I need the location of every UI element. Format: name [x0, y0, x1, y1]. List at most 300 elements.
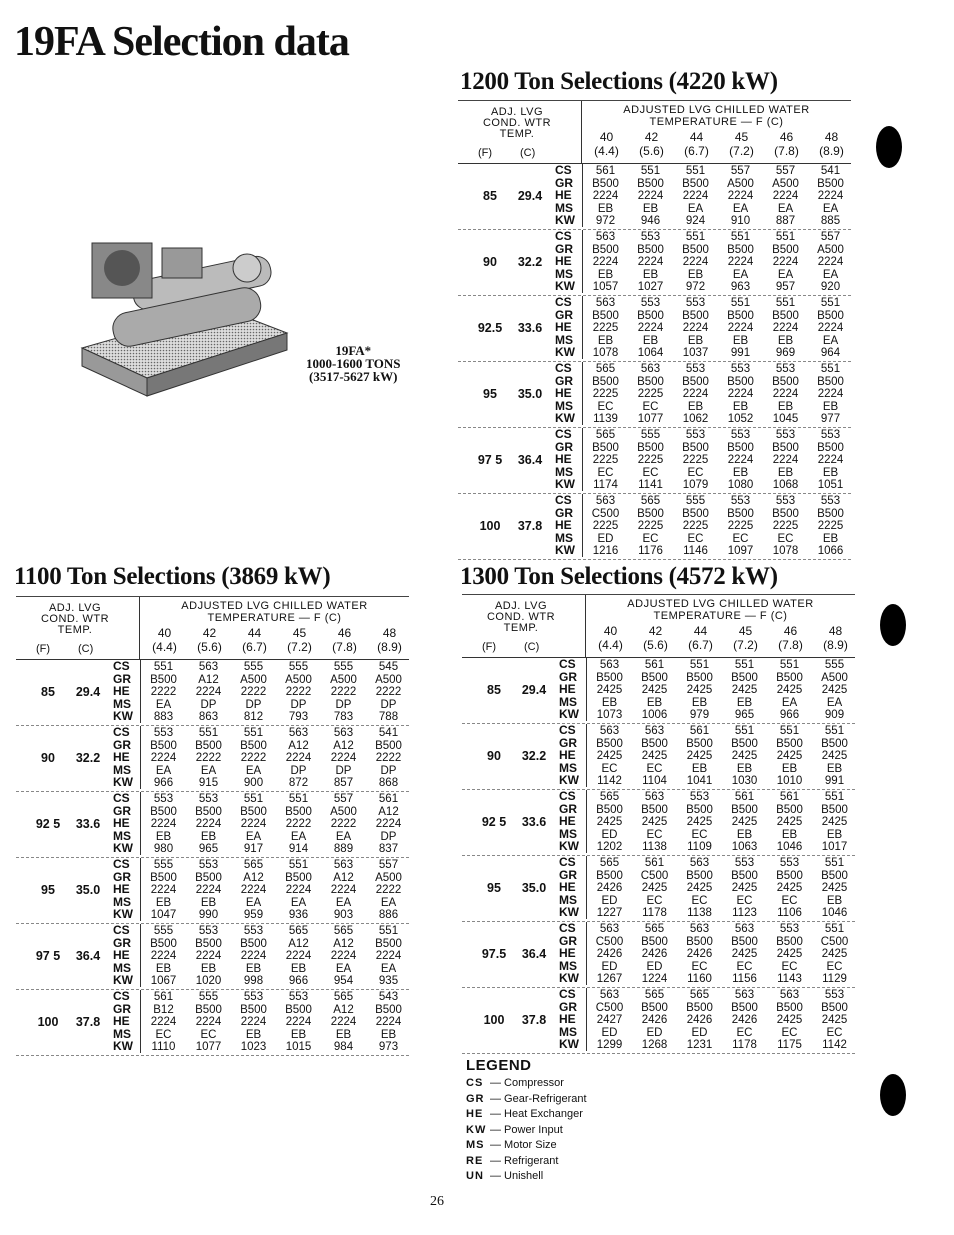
- temp-column-head: [768, 624, 813, 652]
- table-cell: 565: [599, 791, 620, 803]
- table-cell: 2224: [330, 950, 357, 962]
- table-cell: 1063: [731, 841, 758, 853]
- cond-temp-block: [16, 990, 409, 1056]
- table-cell: A500: [817, 243, 844, 256]
- temp-c: (4.4): [594, 144, 619, 158]
- table-cell: 555: [243, 661, 264, 673]
- table-cell: 915: [198, 777, 219, 789]
- cond-temp-c: 36.4: [75, 949, 101, 963]
- table-row: [587, 671, 855, 684]
- temp-column-head: [723, 624, 768, 652]
- table-cell: 551: [243, 793, 264, 805]
- table-cell: ED: [597, 532, 614, 545]
- table-cell: 1138: [687, 907, 712, 919]
- table-cell: 557: [378, 859, 399, 871]
- table-cell: DP: [380, 698, 397, 711]
- table-cell: 551: [378, 925, 399, 937]
- temp-c: (6.7): [688, 638, 713, 652]
- cond-temp-f: 90: [41, 751, 55, 765]
- table-cell: 553: [243, 925, 264, 937]
- table-cell: 2224: [817, 454, 844, 466]
- table-cell: 1015: [285, 1041, 312, 1053]
- temp-f: 44: [689, 130, 704, 144]
- cond-temp-f: 100: [483, 1013, 505, 1027]
- table-cell: 553: [775, 363, 796, 375]
- table-cell: 563: [595, 231, 616, 243]
- table-cell: 2224: [682, 388, 709, 400]
- table-cell: 2425: [821, 750, 848, 762]
- row-labels: [110, 660, 136, 723]
- row-label: HE: [555, 518, 572, 532]
- table-cell: DP: [335, 764, 352, 777]
- legend-text: — Power Input: [490, 1123, 563, 1136]
- row-label: MS: [113, 894, 131, 909]
- row-labels: [552, 296, 578, 359]
- cond-temp-c: 37.8: [517, 519, 543, 533]
- table-cell: 551: [824, 725, 845, 737]
- table-cell: B500: [596, 803, 623, 816]
- row-label: MS: [113, 696, 131, 711]
- table-cell: B500: [641, 737, 668, 750]
- row-label: CS: [113, 923, 130, 937]
- table-cell: 910: [730, 215, 751, 227]
- f-label: (F): [478, 147, 493, 159]
- row-label: HE: [559, 814, 576, 828]
- temp-column-head: [588, 624, 633, 652]
- temp-f: 46: [779, 130, 794, 144]
- table-cell: 1077: [195, 1041, 222, 1053]
- table-cell: 2225: [637, 520, 664, 532]
- row-label: CS: [555, 427, 572, 441]
- table-cell: 557: [775, 165, 796, 177]
- table-cell: 543: [378, 991, 399, 1003]
- table-row: [583, 494, 851, 507]
- table-row: [587, 803, 855, 816]
- table-row: [583, 214, 851, 227]
- legend-code: CS: [466, 1077, 484, 1089]
- table-cell: 2425: [686, 816, 713, 828]
- table-cell: 1142: [597, 775, 622, 787]
- table-cell: ED: [646, 960, 663, 973]
- cond-temp-block: [462, 856, 855, 922]
- table-row: [587, 947, 855, 960]
- table-cell: EA: [155, 764, 172, 777]
- table-row: [587, 894, 855, 907]
- cond-temp-block: [458, 362, 851, 428]
- table-cell: EC: [642, 532, 659, 545]
- table-cell: B500: [686, 869, 713, 882]
- row-label: MS: [559, 958, 577, 973]
- table-cell: B500: [682, 375, 709, 388]
- table-cell: 551: [779, 659, 800, 671]
- row-label: MS: [559, 892, 577, 907]
- table-cell: 2222: [375, 752, 402, 764]
- row-label: CS: [555, 229, 572, 243]
- chill-line1: ADJUSTED LVG CHILLED WATER: [627, 598, 814, 610]
- cond-temp-block: [16, 660, 409, 726]
- table-cell: EB: [781, 828, 798, 841]
- table-cell: 2224: [285, 752, 312, 764]
- row-label: CS: [555, 295, 572, 309]
- table-cell: 2425: [686, 882, 713, 894]
- row-label: GR: [559, 867, 577, 882]
- table-cell: EC: [826, 1026, 843, 1039]
- temp-c: (7.8): [332, 640, 357, 654]
- table-cell: B500: [596, 737, 623, 750]
- table-cell: 1160: [687, 973, 712, 985]
- table-cell: 551: [820, 297, 841, 309]
- table-row: [583, 428, 851, 441]
- table-cell: 1227: [596, 907, 623, 919]
- table-cell: B500: [596, 671, 623, 684]
- temp-f: 48: [382, 626, 397, 640]
- table-cell: 1231: [686, 1039, 713, 1051]
- table-cell: 980: [153, 843, 174, 855]
- table-cell: 2224: [772, 388, 799, 400]
- table-cell: 563: [599, 659, 620, 671]
- table-cell: EC: [200, 1028, 217, 1041]
- table-cell: 565: [595, 429, 616, 441]
- table-cell: 2426: [686, 948, 713, 960]
- row-label: MS: [555, 530, 573, 545]
- temp-f: 44: [247, 626, 262, 640]
- c-label: (C): [524, 641, 540, 653]
- row-label: CS: [113, 791, 130, 805]
- table-cell: 2224: [727, 256, 754, 268]
- table-cell: B500: [821, 1001, 848, 1014]
- table-cell: 541: [378, 727, 399, 739]
- table-row: [583, 453, 851, 466]
- table-cell: B500: [817, 375, 844, 388]
- cond-temp-c: 33.6: [521, 815, 547, 829]
- value-grid: [582, 296, 851, 359]
- cond-temp-f: 92.5: [477, 321, 503, 335]
- row-label: GR: [559, 933, 577, 948]
- temp-c: (4.4): [152, 640, 177, 654]
- table-cell: B500: [285, 1003, 312, 1016]
- row-label: CS: [559, 921, 576, 935]
- table-cell: 2425: [641, 750, 668, 762]
- table-cell: 2224: [637, 322, 664, 334]
- cond-temp-f: 100: [37, 1015, 59, 1029]
- row-label: MS: [555, 464, 573, 479]
- table-cell: 553: [640, 231, 661, 243]
- section-title-1300: 1300 Ton Selections (4572 kW): [460, 563, 778, 590]
- table-cell: B500: [637, 375, 664, 388]
- row-labels: [110, 924, 136, 987]
- legend-code: GR: [466, 1092, 485, 1105]
- table-cell: 1020: [195, 975, 222, 987]
- table-cell: B500: [682, 309, 709, 322]
- table-cell: B500: [240, 739, 267, 752]
- table-cell: 1078: [772, 545, 799, 557]
- table-cell: 1139: [593, 413, 618, 425]
- table-cell: B500: [817, 177, 844, 190]
- row-label: KW: [113, 1039, 133, 1053]
- cond-temp-c: 35.0: [517, 387, 543, 401]
- table-cell: 1041: [686, 775, 713, 787]
- table-cell: 2225: [682, 520, 709, 532]
- table-cell: B500: [776, 1001, 803, 1014]
- table-cell: 2224: [150, 752, 177, 764]
- table-cell: 2224: [330, 752, 357, 764]
- table-cell: 2224: [727, 190, 754, 202]
- table-cell: B500: [592, 177, 619, 190]
- table-cell: 991: [730, 347, 751, 359]
- value-grid: [140, 792, 409, 855]
- table-cell: EC: [777, 532, 794, 545]
- table-cell: EB: [245, 1028, 262, 1041]
- c-label: (C): [520, 147, 536, 159]
- table-cell: EC: [642, 466, 659, 479]
- table-cell: 1045: [772, 413, 799, 425]
- table-cell: 883: [153, 711, 174, 723]
- row-labels: [556, 658, 582, 721]
- table-cell: 553: [685, 429, 706, 441]
- table-cell: 563: [198, 661, 219, 673]
- table-cell: 2425: [776, 750, 803, 762]
- table-cell: EC: [736, 960, 753, 973]
- table-cell: 2224: [682, 322, 709, 334]
- table-cell: EA: [245, 830, 262, 843]
- table-cell: B500: [682, 243, 709, 256]
- table-cell: 561: [153, 991, 174, 1003]
- row-label: KW: [559, 839, 579, 853]
- table-row: [141, 962, 409, 975]
- table-cell: 551: [734, 725, 755, 737]
- cond-temp-c: 29.4: [75, 685, 101, 699]
- table-cell: B500: [637, 309, 664, 322]
- table-header: [458, 101, 851, 164]
- legend-item: [466, 1138, 587, 1154]
- table-cell: 1051: [817, 479, 844, 491]
- table-cell: B500: [195, 805, 222, 818]
- legend-item: [466, 1123, 587, 1139]
- table-cell: 914: [288, 843, 309, 855]
- table-cell: 2224: [195, 818, 222, 830]
- table-cell: 551: [288, 859, 309, 871]
- table-cell: 563: [644, 791, 665, 803]
- row-labels: [556, 790, 582, 853]
- table-cell: 1129: [822, 973, 847, 985]
- temp-column-head: [277, 626, 322, 654]
- cond-temp-block: [462, 922, 855, 988]
- row-label: HE: [555, 386, 572, 400]
- table-cell: B500: [731, 737, 758, 750]
- table-cell: 2224: [772, 256, 799, 268]
- row-label: HE: [559, 1012, 576, 1026]
- table-cell: 565: [333, 991, 354, 1003]
- table-cell: 2222: [375, 884, 402, 896]
- table-1100-ton: [16, 596, 409, 1056]
- table-cell: 2222: [330, 818, 357, 830]
- table-cell: A12: [333, 871, 354, 884]
- table-cell: 2426: [641, 1014, 668, 1026]
- table-cell: B500: [375, 1003, 402, 1016]
- table-row: [141, 858, 409, 871]
- row-label: MS: [555, 200, 573, 215]
- table-cell: 561: [734, 791, 755, 803]
- table-cell: 553: [685, 297, 706, 309]
- table-cell: 857: [333, 777, 354, 789]
- value-grid: [582, 362, 851, 425]
- table-row: [141, 710, 409, 723]
- table-cell: 561: [644, 857, 665, 869]
- table-row: [587, 828, 855, 841]
- table-cell: EB: [290, 1028, 307, 1041]
- temp-c: (8.9): [819, 144, 844, 158]
- table-cell: 563: [689, 857, 710, 869]
- table-cell: DP: [335, 698, 352, 711]
- table-cell: EB: [736, 696, 753, 709]
- table-cell: 972: [685, 281, 706, 293]
- row-labels: [556, 724, 582, 787]
- table-cell: 1174: [593, 479, 618, 491]
- temp-column-head: [367, 626, 412, 654]
- table-cell: 563: [599, 989, 620, 1001]
- table-cell: 2224: [240, 884, 267, 896]
- table-cell: 553: [779, 857, 800, 869]
- table-cell: 2425: [776, 684, 803, 696]
- table-cell: 998: [243, 975, 264, 987]
- table-cell: EB: [822, 466, 839, 479]
- table-cell: B500: [596, 869, 623, 882]
- binder-hole: [876, 126, 902, 168]
- table-cell: 565: [644, 989, 665, 1001]
- row-labels: [552, 164, 578, 227]
- table-cell: A500: [727, 177, 754, 190]
- row-label: MS: [555, 398, 573, 413]
- table-row: [587, 724, 855, 737]
- table-cell: B500: [776, 737, 803, 750]
- temp-f: 46: [783, 624, 798, 638]
- table-row: [587, 790, 855, 803]
- cond-temp-c: 29.4: [517, 189, 543, 203]
- row-labels: [552, 428, 578, 491]
- temp-c: (6.7): [684, 144, 709, 158]
- table-cell: 920: [820, 281, 841, 293]
- temp-column-head: [142, 626, 187, 654]
- table-cell: B500: [772, 243, 799, 256]
- cond-temp-c: 35.0: [75, 883, 101, 897]
- cond-temp-block: [16, 792, 409, 858]
- table-cell: 551: [730, 231, 751, 243]
- table-cell: 2427: [596, 1014, 623, 1026]
- table-cell: 553: [685, 363, 706, 375]
- cond-temp-c: 35.0: [521, 881, 547, 895]
- table-cell: EB: [687, 334, 704, 347]
- temp-column-head: [232, 626, 277, 654]
- table-cell: 2425: [731, 816, 758, 828]
- table-cell: B500: [817, 309, 844, 322]
- temp-f: 48: [824, 130, 839, 144]
- cond-temp-block: [462, 658, 855, 724]
- legend-text: — Refrigerant: [490, 1154, 559, 1167]
- table-cell: 2425: [776, 1014, 803, 1026]
- table-cell: B500: [285, 805, 312, 818]
- table-cell: 545: [378, 661, 399, 673]
- table-cell: 2425: [641, 816, 668, 828]
- table-cell: 868: [378, 777, 399, 789]
- table-row: [141, 924, 409, 937]
- table-cell: EB: [826, 828, 843, 841]
- temp-c: (5.6): [197, 640, 222, 654]
- row-label: MS: [559, 694, 577, 709]
- table-cell: 1178: [642, 907, 667, 919]
- table-cell: 2225: [592, 322, 619, 334]
- table-cell: 553: [640, 297, 661, 309]
- table-cell: 812: [243, 711, 264, 723]
- table-cell: 555: [153, 859, 174, 871]
- cond-temp-f: 95: [41, 883, 55, 897]
- table-row: [583, 400, 851, 413]
- row-label: HE: [555, 188, 572, 202]
- table-cell: 2224: [195, 950, 222, 962]
- table-cell: 2425: [731, 882, 758, 894]
- temp-c: (6.7): [242, 640, 267, 654]
- caption-tons: 1000-1600 TONS: [306, 356, 401, 371]
- table-row: [141, 974, 409, 987]
- table-cell: 2224: [285, 884, 312, 896]
- table-row: [141, 673, 409, 686]
- table-cell: B500: [727, 441, 754, 454]
- row-label: CS: [559, 789, 576, 803]
- table-cell: EB: [777, 334, 794, 347]
- table-cell: EB: [200, 962, 217, 975]
- table-cell: EB: [155, 962, 172, 975]
- table-cell: EB: [822, 400, 839, 413]
- row-label: KW: [555, 477, 575, 491]
- table-cell: 1006: [641, 709, 668, 721]
- table-cell: EC: [826, 960, 843, 973]
- table-cell: 1106: [777, 907, 802, 919]
- table-row: [587, 708, 855, 721]
- table-row: [141, 990, 409, 1003]
- table-cell: B12: [153, 1003, 174, 1016]
- table-cell: 885: [820, 215, 841, 227]
- table-cell: EC: [687, 532, 704, 545]
- table-cell: 565: [644, 923, 665, 935]
- table-cell: 2224: [817, 322, 844, 334]
- table-row: [583, 177, 851, 190]
- table-cell: 2224: [727, 454, 754, 466]
- table-cell: EB: [826, 762, 843, 775]
- row-label: KW: [555, 411, 575, 425]
- table-cell: 551: [779, 725, 800, 737]
- table-cell: 565: [599, 857, 620, 869]
- table-cell: 563: [644, 725, 665, 737]
- table-cell: 553: [775, 429, 796, 441]
- table-cell: B500: [641, 935, 668, 948]
- table-cell: 2224: [195, 686, 222, 698]
- row-label: MS: [559, 826, 577, 841]
- table-cell: B500: [731, 869, 758, 882]
- table-cell: EC: [732, 532, 749, 545]
- table-cell: B500: [682, 507, 709, 520]
- table-row: [587, 881, 855, 894]
- cond-temp-f: 85: [487, 683, 501, 697]
- table-row: [583, 189, 851, 202]
- cond-temp-c: 29.4: [521, 683, 547, 697]
- legend-item: [466, 1076, 587, 1092]
- table-cell: 2425: [776, 948, 803, 960]
- table-cell: EB: [826, 894, 843, 907]
- table-row: [587, 840, 855, 853]
- cond-temp-block: [462, 724, 855, 790]
- table-cell: B500: [375, 937, 402, 950]
- row-label: HE: [113, 948, 130, 962]
- table-cell: B500: [150, 937, 177, 950]
